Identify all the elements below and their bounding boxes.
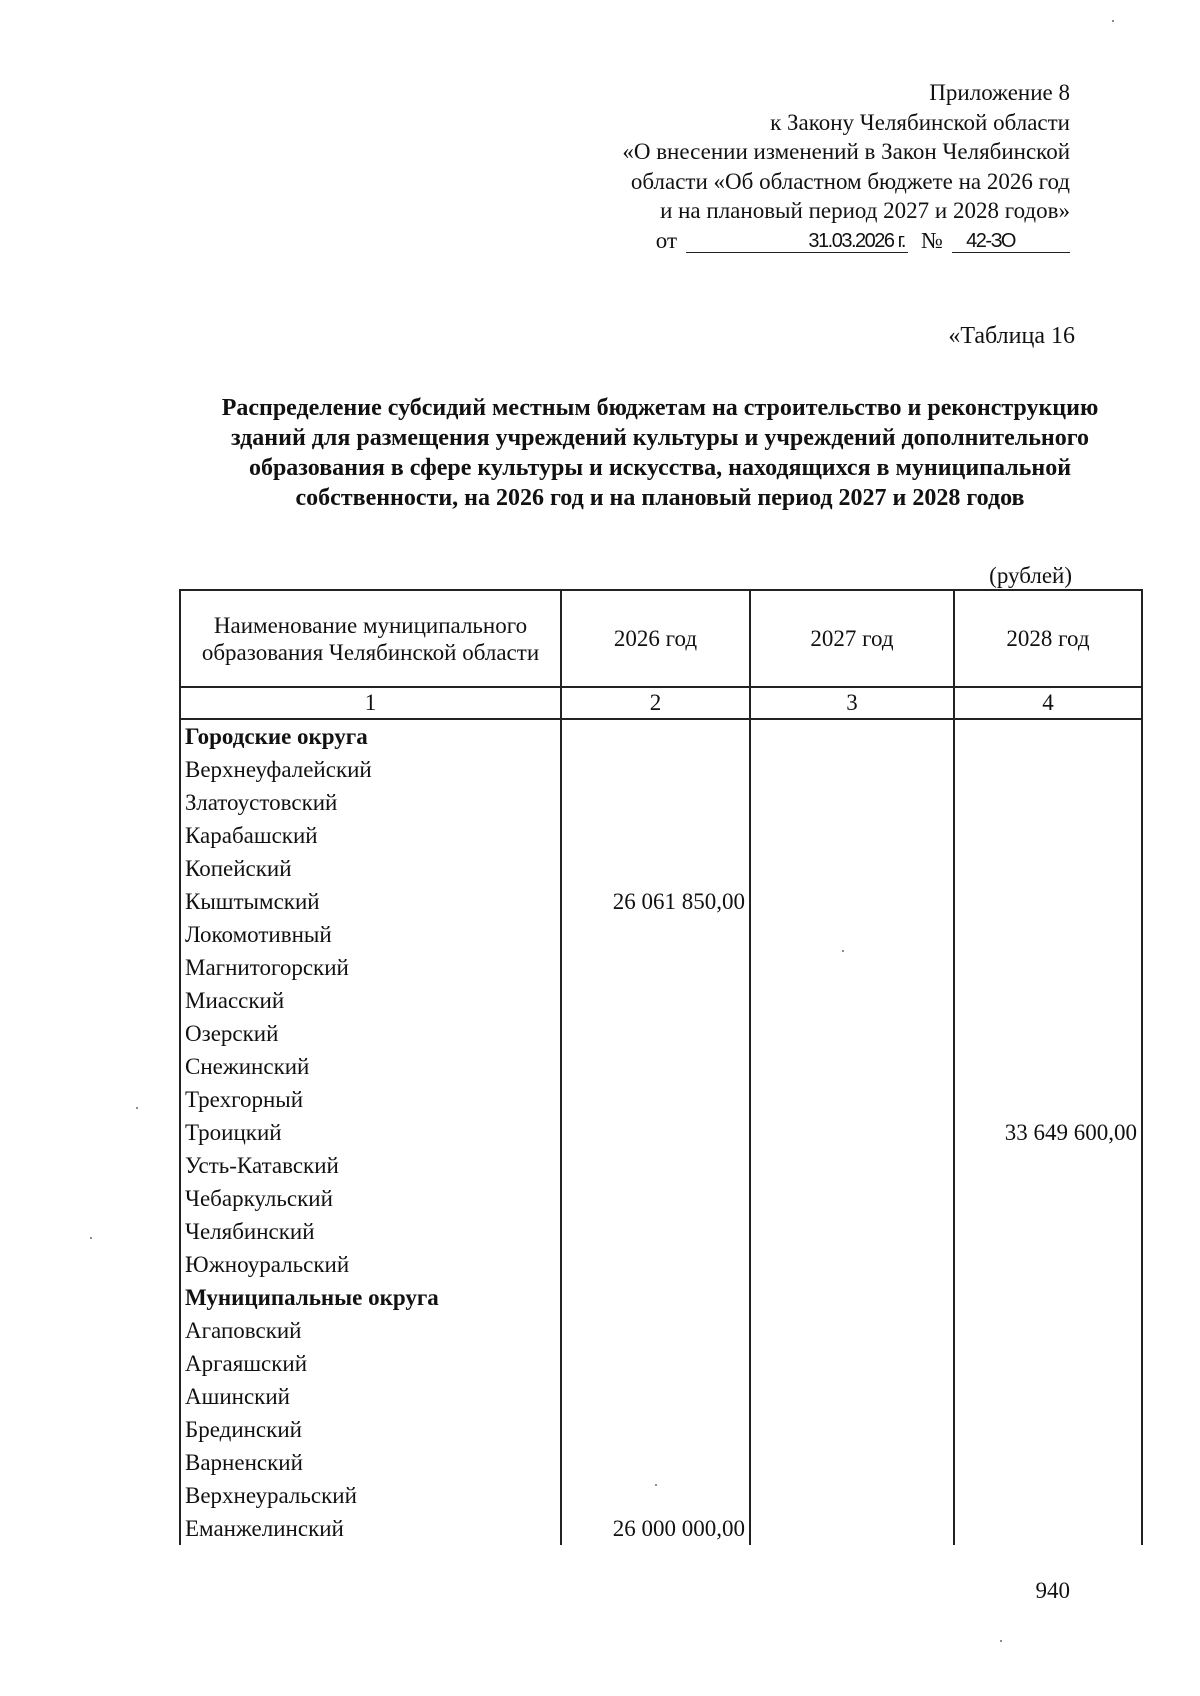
scan-speck [655,1484,657,1486]
municipality-name: Брединский [180,1413,561,1446]
law-number: 42-ЗО [966,229,1015,252]
table-row [180,1182,1142,1215]
table-row [180,951,1142,984]
table-row [180,1050,1142,1083]
value-2027 [750,951,954,984]
value-2027 [750,819,954,852]
value-2027 [750,1182,954,1215]
value-2027 [750,1479,954,1512]
table-row [180,1347,1142,1380]
municipality-name: Снежинский [180,1050,561,1083]
value-2027 [750,1446,954,1479]
table-row [180,1248,1142,1281]
value-2026 [561,1446,750,1479]
scan-speck [136,1107,138,1109]
value-2027 [750,1248,954,1281]
table-row [180,786,1142,819]
value-2028 [954,984,1142,1017]
value-2026 [561,819,750,852]
value-2026 [561,1215,750,1248]
header-line: к Закону Челябинской области [770,109,1070,135]
number-sign: № [921,227,943,253]
table-row [180,1314,1142,1347]
value-2027 [750,1413,954,1446]
municipality-name: Магнитогорский [180,951,561,984]
table-row [180,819,1142,852]
table-row [180,1512,1142,1545]
value-2028 [954,1248,1142,1281]
value-2028 [954,1347,1142,1380]
law-reference-line [470,226,1070,256]
value-2027 [750,885,954,918]
page-number: 940 [1035,1578,1070,1603]
municipality-name: Миасский [180,984,561,1017]
municipality-name: Южноуральский [180,1248,561,1281]
municipality-name: Челябинский [180,1215,561,1248]
municipality-name: Чебаркульский [180,1182,561,1215]
value-2026 [561,1314,750,1347]
table-row [180,885,1142,918]
value-2027 [750,1281,954,1314]
value-2027 [750,1314,954,1347]
municipality-name: Еманжелинский [180,1512,561,1545]
document-title [170,393,1150,513]
municipality-name: Златоустовский [180,786,561,819]
value-2026 [561,1017,750,1050]
value-2026 [561,852,750,885]
value-2027 [750,719,954,753]
column-number: 2 [561,687,750,719]
subsidy-table [179,589,1143,1545]
title-line: собственности, на 2026 год и на плановый период 2027 и 2028 годов [295,485,1025,511]
municipality-name: Кыштымский [180,885,561,918]
header-line: и на плановый период 2027 и 2028 годов» [660,198,1070,223]
value-2028 [954,1479,1142,1512]
value-2028 [954,918,1142,951]
table-row [180,984,1142,1017]
municipality-name: Озерский [180,1017,561,1050]
header-line: Приложение 8 [929,80,1070,105]
value-2028 [954,753,1142,786]
value-2027 [750,1512,954,1545]
column-number: 1 [180,687,561,719]
scan-speck [1112,20,1114,22]
value-2026 [561,1380,750,1413]
value-2028 [954,1446,1142,1479]
units-label: (рублей) [989,563,1072,588]
ref-prefix: от [655,227,677,253]
header-2028: 2028 год [954,590,1142,687]
value-2028 [954,719,1142,753]
value-2028 [954,786,1142,819]
table-row [180,1116,1142,1149]
table-row [180,918,1142,951]
header-2026: 2026 год [561,590,750,687]
table-row [180,1215,1142,1248]
value-2028 [954,1314,1142,1347]
value-2027 [750,984,954,1017]
title-line: Распределение субсидий местным бюджетам на строительство и реконструкцию [221,395,1099,421]
column-number-row [180,687,1142,719]
table-row [180,753,1142,786]
value-2026 [561,753,750,786]
value-2027 [750,1215,954,1248]
value-2027 [750,1116,954,1149]
value-2028 [954,1017,1142,1050]
municipality-name: Карабашский [180,819,561,852]
title-line: образования в сфере культуры и искусства, находящихся в муниципальной [248,455,1072,481]
value-2026 [561,786,750,819]
value-2026 [561,984,750,1017]
municipality-name: Агаповский [180,1314,561,1347]
law-date: 31.03.2026 г. [808,229,905,252]
table-header-row [180,590,1142,687]
value-2028 [954,1050,1142,1083]
municipality-name: Локомотивный [180,918,561,951]
group-header-row [180,1281,1142,1314]
scan-speck [842,950,844,952]
value-2028 [954,951,1142,984]
value-2026 [561,1347,750,1380]
value-2027 [750,852,954,885]
municipality-name: Верхнеуральский [180,1479,561,1512]
value-2028 [954,1182,1142,1215]
municipality-name: Варненский [180,1446,561,1479]
table-row [180,1149,1142,1182]
table-row [180,1479,1142,1512]
table-body [180,719,1142,1545]
value-2026: 26 061 850,00 [561,885,750,918]
value-2026 [561,1248,750,1281]
header-line: области «Об областном бюджете на 2026 год [630,168,1070,194]
value-2028 [954,885,1142,918]
municipality-name: Трехгорный [180,1083,561,1116]
appendix-header [470,78,1070,256]
table-row [180,1017,1142,1050]
column-number: 3 [750,687,954,719]
table-row [180,852,1142,885]
scan-speck [1000,1640,1002,1642]
value-2028: 33 649 600,00 [954,1116,1142,1149]
scan-speck [90,1237,92,1239]
value-2027 [750,786,954,819]
municipality-name: Аргаяшский [180,1347,561,1380]
header-line: «О внесении изменений в Закон Челябинской [622,139,1070,164]
municipality-name: Верхнеуфалейский [180,753,561,786]
value-2028 [954,819,1142,852]
value-2026 [561,1149,750,1182]
value-2027 [750,1149,954,1182]
municipality-name: Троицкий [180,1116,561,1149]
value-2028 [954,1149,1142,1182]
header-2027: 2027 год [750,590,954,687]
value-2028 [954,1215,1142,1248]
value-2026 [561,1083,750,1116]
value-2026 [561,1281,750,1314]
value-2027 [750,1347,954,1380]
municipality-name: Городские округа [180,719,561,753]
value-2028 [954,852,1142,885]
value-2027 [750,1380,954,1413]
value-2026 [561,1116,750,1149]
title-line: зданий для размещения учреждений культуры и учреждений дополнительного [230,425,1090,451]
value-2026 [561,1413,750,1446]
value-2026 [561,1050,750,1083]
table-label: «Таблица 16 [948,323,1075,349]
value-2028 [954,1083,1142,1116]
value-2027 [750,1083,954,1116]
value-2026: 26 000 000,00 [561,1512,750,1545]
group-header-row [180,719,1142,753]
value-2026 [561,951,750,984]
value-2027 [750,1017,954,1050]
municipality-name: Ашинский [180,1380,561,1413]
header-municipality: Наименование муниципального образования Челябинской области [180,590,561,687]
value-2027 [750,1050,954,1083]
table-row [180,1083,1142,1116]
municipality-name: Усть-Катавский [180,1149,561,1182]
column-number: 4 [954,687,1142,719]
value-2028 [954,1380,1142,1413]
municipality-name: Копейский [180,852,561,885]
value-2028 [954,1512,1142,1545]
value-2028 [954,1281,1142,1314]
table-row [180,1380,1142,1413]
table-row [180,1413,1142,1446]
table-row [180,1446,1142,1479]
value-2026 [561,918,750,951]
value-2026 [561,719,750,753]
value-2028 [954,1413,1142,1446]
value-2027 [750,753,954,786]
municipality-name: Муниципальные округа [180,1281,561,1314]
value-2026 [561,1182,750,1215]
value-2027 [750,918,954,951]
